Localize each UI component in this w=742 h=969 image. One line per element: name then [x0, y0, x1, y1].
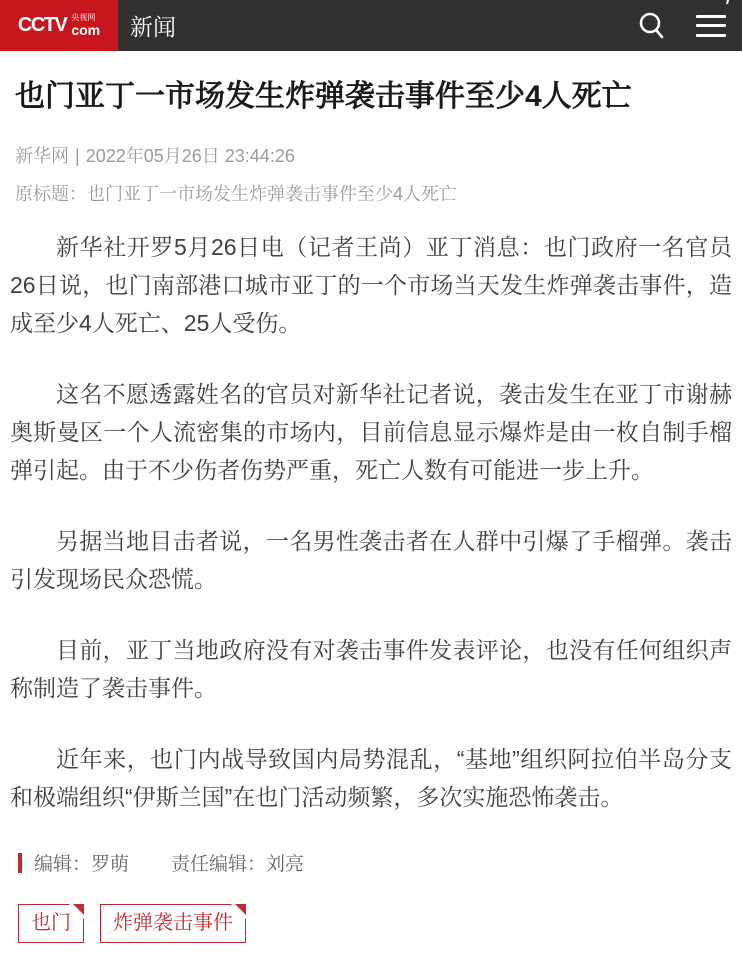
chief-editor-info: [171, 849, 304, 876]
article-paragraph: 目前，亚丁当地政府没有对袭击事件发表评论，也没有任何组织声称制造了袭击事件。: [10, 637, 732, 701]
meta-separator: |: [75, 146, 80, 166]
article-body: [10, 228, 732, 816]
editor-name: 罗萌: [91, 854, 130, 875]
tag-yemen[interactable]: 也门: [18, 904, 84, 943]
logo-subtext: [71, 14, 100, 37]
chief-editor-label: 责任编辑：: [171, 854, 267, 875]
tag-list: [18, 904, 732, 943]
menu-icon: [696, 34, 726, 37]
cctv-logo-text: CCTV: [17, 14, 67, 36]
header-actions: [636, 10, 742, 42]
editor-info: [34, 849, 129, 876]
top-navbar: [0, 0, 742, 51]
cctv-logo[interactable]: [0, 0, 118, 51]
search-icon: [637, 11, 667, 41]
search-button[interactable]: [636, 10, 668, 42]
article-paragraph: 另据当地目击者说，一名男性袭击者在人群中引爆了手榴弹。袭击引发现场民众恐慌。: [10, 528, 732, 592]
article-paragraph: 近年来，也门内战导致国内局势混乱，“基地”组织阿拉伯半岛分支和极端组织“伊斯兰国”在也门活动频繁，多次实施恐怖袭击。: [10, 746, 732, 810]
article-page: [0, 77, 742, 969]
article-meta: [15, 142, 727, 168]
chief-editor-name: 刘亮: [266, 854, 305, 875]
menu-icon: [696, 15, 726, 18]
article-source: 新华网: [15, 146, 69, 166]
menu-button[interactable]: [696, 15, 726, 37]
original-title: 原标题：也门亚丁一市场发生炸弹袭击事件至少4人死亡: [15, 184, 458, 204]
channel-title: 新闻: [130, 14, 176, 40]
tag-bomb-attack[interactable]: 炸弹袭击事件: [100, 904, 246, 943]
logo-com-label: com: [71, 22, 101, 38]
editor-accent-bar: [18, 853, 22, 873]
article-title: 也门亚丁一市场发生炸弹袭击事件至少4人死亡: [15, 80, 632, 113]
article-paragraph: 这名不愿透露姓名的官员对新华社记者说，袭击发生在亚丁市谢赫奥斯曼区一个人流密集的市场内，目前信息显示爆炸是由一枚自制手榴弹引起。由于不少伤者伤势严重，死亡人数有可能进一步上升。: [10, 381, 732, 483]
article-paragraph: 新华社开罗5月26日电（记者王尚）亚丁消息：也门政府一名官员26日说，也门南部港口城市亚丁的一个市场当天发生炸弹袭击事件，造成至少4人死亡、25人受伤。: [10, 234, 732, 336]
article-datetime: 2022年05月26日 23:44:26: [85, 146, 295, 166]
editor-line: [18, 849, 727, 876]
editor-label: 编辑：: [34, 854, 92, 875]
logo-cn-label: 央视网: [71, 13, 96, 22]
menu-icon: [696, 24, 726, 27]
